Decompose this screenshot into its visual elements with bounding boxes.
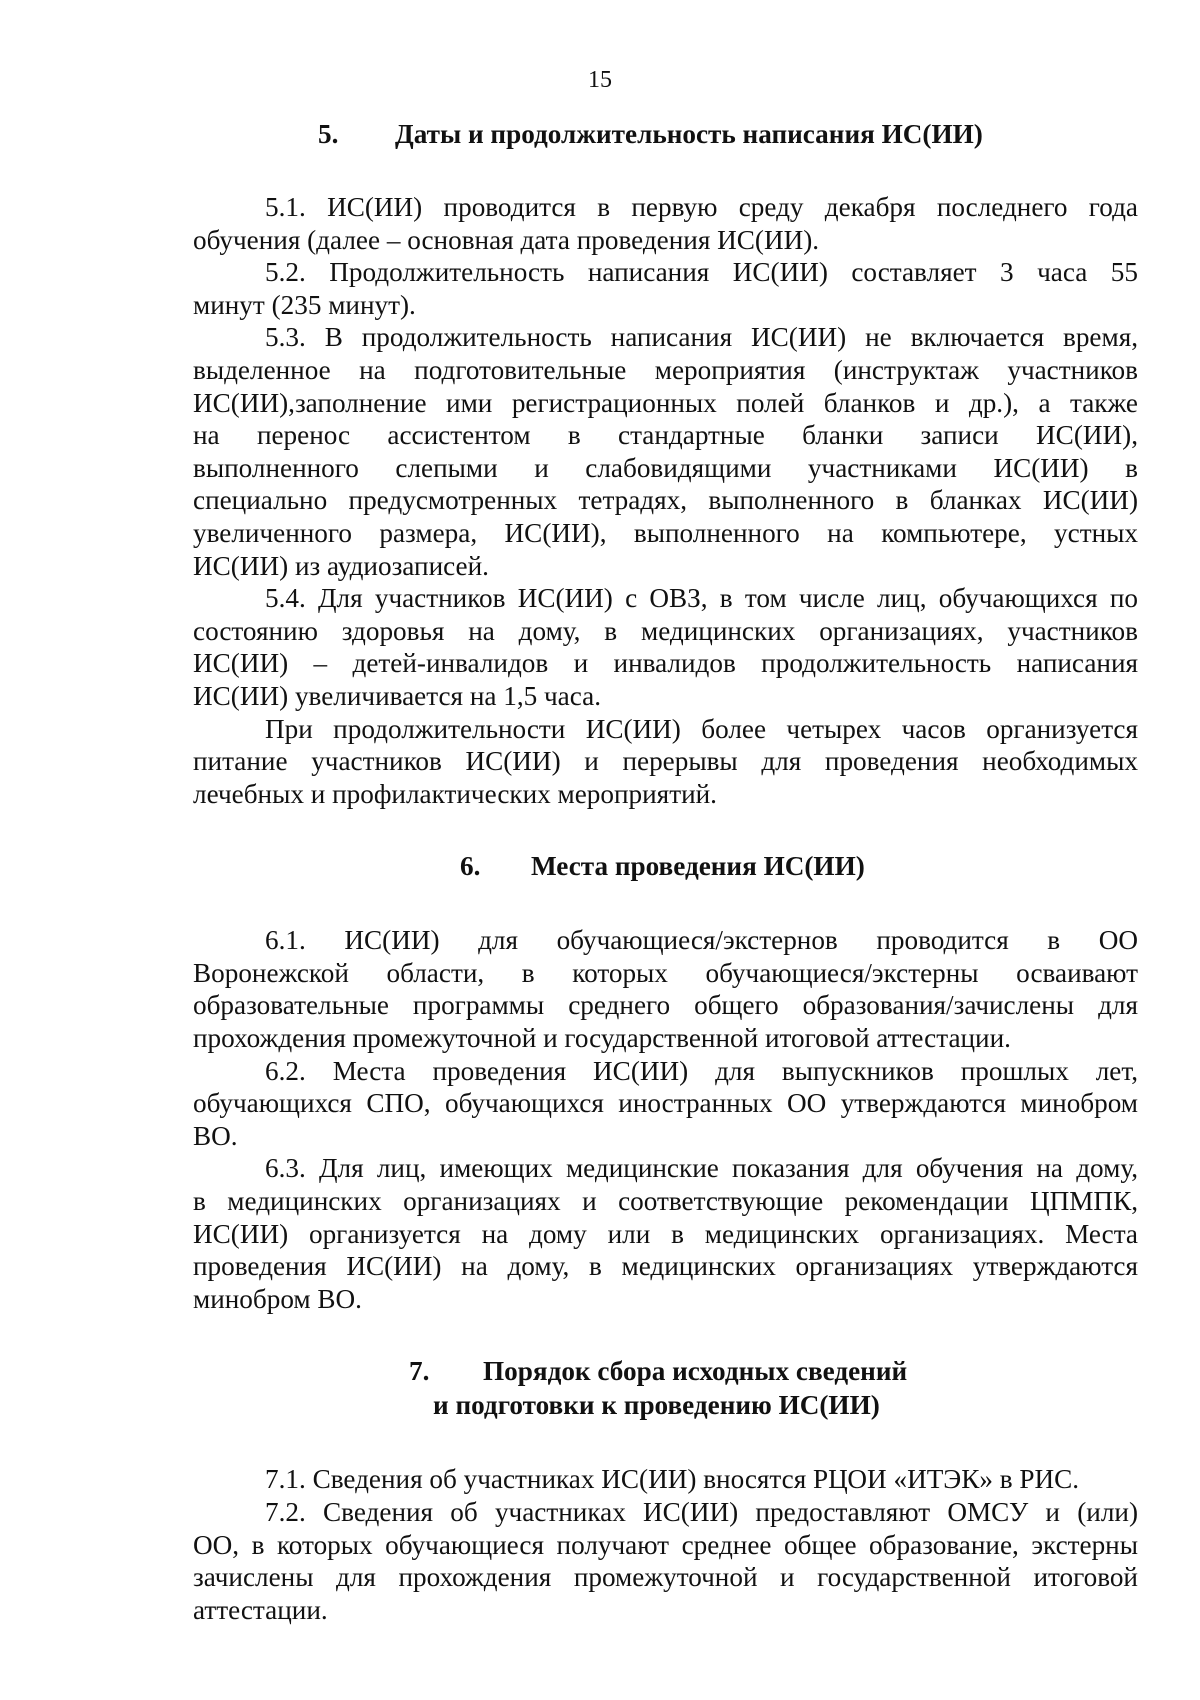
- text-line: ИС(ИИ) – детей-инвалидов и инвалидов продолжительность написания: [193, 648, 1138, 679]
- text-line: ИС(ИИ) из аудиозаписей.: [193, 550, 489, 581]
- paragraph-5-5: [193, 713, 1138, 811]
- text-line: 6.3. Для лиц, имеющих медицинские показания для обучения на дому,: [265, 1153, 1138, 1184]
- section-6-number: 6.: [460, 851, 481, 882]
- text-line: выполненного слепыми и слабовидящими участниками ИС(ИИ) в: [193, 452, 1138, 483]
- section-6-heading: [193, 850, 1138, 884]
- paragraph-5-4: [193, 582, 1138, 712]
- text-line: 5.1. ИС(ИИ) проводится в первую среду декабря последнего года: [265, 192, 1138, 222]
- text-line: ВО.: [193, 1120, 238, 1151]
- section-7-title-line-1: Порядок сбора исходных сведений: [483, 1356, 908, 1387]
- text-line: состоянию здоровья на дому, в медицинских организациях, участников: [193, 615, 1138, 646]
- text-line: питание участников ИС(ИИ) и перерывы для проведения необходимых: [193, 746, 1138, 777]
- section-7-heading: [193, 1355, 1138, 1423]
- paragraph-5-2: [193, 256, 1138, 321]
- section-7-number: 7.: [409, 1356, 430, 1387]
- paragraph-7-1: [193, 1463, 1138, 1496]
- text-line: в медицинских организациях и соответствующие рекомендации ЦПМПК,: [193, 1186, 1138, 1217]
- text-line: минобром ВО.: [193, 1283, 362, 1314]
- text-line: 6.1. ИС(ИИ) для обучающиеся/экстернов проводится в ОО: [265, 925, 1138, 956]
- paragraph-6-1: [193, 924, 1138, 1054]
- text-line: 5.4. Для участников ИС(ИИ) с ОВЗ, в том числе лиц, обучающихся по: [265, 583, 1138, 614]
- text-line: проведения ИС(ИИ) на дому, в медицинских организациях утверждаются: [193, 1251, 1138, 1282]
- text-line: ИС(ИИ) организуется на дому или в медицинских организациях. Места: [193, 1218, 1138, 1249]
- text-line: специально предусмотренных тетрадях, выполненного в бланках ИС(ИИ): [193, 485, 1138, 516]
- text-line: 5.2. Продолжительность написания ИС(ИИ) составляет 3 часа 55: [265, 257, 1138, 288]
- text-line: ОО, в которых обучающиеся получают среднее общее образование, экстерны: [193, 1529, 1138, 1560]
- text-line: на перенос ассистентом в стандартные бланки записи ИС(ИИ),: [193, 420, 1138, 451]
- text-line: обучения (далее – основная дата проведения ИС(ИИ).: [193, 224, 820, 255]
- text-line: обучающихся СПО, обучающихся иностранных ОО утверждаются минобром: [193, 1088, 1138, 1119]
- section-5-title: Даты и продолжительность написания ИС(ИИ): [395, 119, 983, 149]
- text-line: прохождения промежуточной и государственной итоговой аттестации.: [193, 1023, 1011, 1054]
- text-line: ИС(ИИ) увеличивается на 1,5 часа.: [193, 680, 602, 711]
- text-line: ИС(ИИ),заполнение ими регистрационных полей бланков и др.), а также: [193, 387, 1138, 418]
- paragraph-6-2: [193, 1055, 1138, 1153]
- text-line: 7.1. Сведения об участниках ИС(ИИ) вносятся РЦОИ «ИТЭК» в РИС.: [265, 1464, 1080, 1495]
- page-number: 15: [588, 67, 612, 93]
- text-line: Воронежской области, в которых обучающиеся/экстерны осваивают: [193, 957, 1138, 988]
- text-line: 5.3. В продолжительность написания ИС(ИИ) не включается время,: [265, 322, 1138, 353]
- text-line: аттестации.: [193, 1594, 328, 1625]
- section-7-title-line-2: и подготовки к проведению ИС(ИИ): [433, 1390, 880, 1421]
- text-line: При продолжительности ИС(ИИ) более четырех часов организуется: [265, 713, 1138, 744]
- section-6-title: Места проведения ИС(ИИ): [531, 851, 865, 882]
- paragraph-6-3: [193, 1152, 1138, 1315]
- paragraph-7-2: [193, 1496, 1138, 1626]
- text-line: образовательные программы среднего общего образования/зачислены для: [193, 990, 1138, 1021]
- text-line: лечебных и профилактических мероприятий.: [193, 778, 717, 809]
- paragraph-5-1: [193, 191, 1138, 256]
- text-line: выделенное на подготовительные мероприятия (инструктаж участников: [193, 354, 1138, 385]
- text-line: 6.2. Места проведения ИС(ИИ) для выпускников прошлых лет,: [265, 1055, 1138, 1086]
- paragraph-5-3: [193, 321, 1138, 582]
- section-5-number: 5.: [318, 119, 339, 149]
- text-line: увеличенного размера, ИС(ИИ), выполненного на компьютере, устных: [193, 517, 1138, 548]
- section-5-heading: [193, 118, 1138, 152]
- text-line: зачислены для прохождения промежуточной и государственной итоговой: [193, 1562, 1138, 1593]
- text-line: минут (235 минут).: [193, 289, 416, 320]
- document-body: [193, 118, 1138, 1626]
- text-line: 7.2. Сведения об участниках ИС(ИИ) предоставляют ОМСУ и (или): [265, 1497, 1138, 1527]
